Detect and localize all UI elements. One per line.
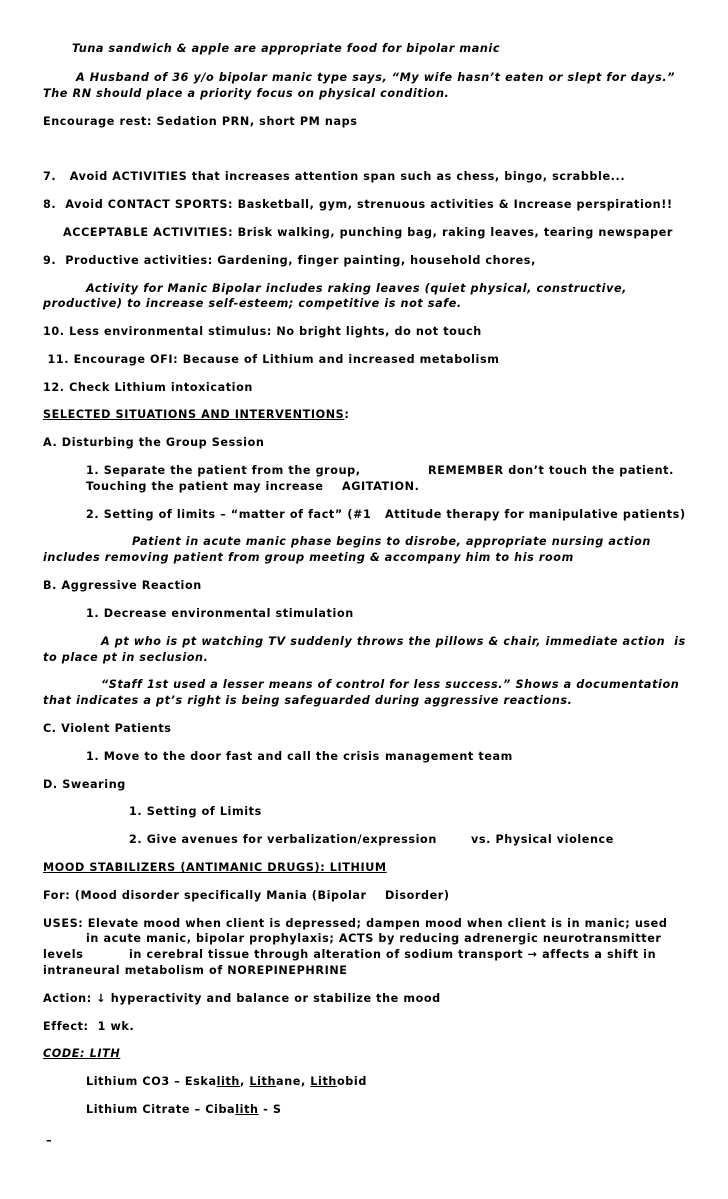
lithium-co3-sep-1: , — [240, 1075, 250, 1088]
lithium-for: For: (Mood disorder specifically Mania (Bipolar — [43, 889, 367, 902]
lithium-citrate-line — [86, 1103, 282, 1117]
section-heading-colon: : — [344, 408, 350, 421]
lithium-co3-underline-1: lith — [216, 1075, 240, 1088]
situation-c-management-team: management team — [385, 750, 513, 763]
lithium-citrate-text: Lithium Citrate – Ciba — [86, 1103, 236, 1116]
lithium-co3-underline-2: Lith — [249, 1075, 277, 1088]
note-husband-quote: A Husband of 36 y/o bipolar manic type says, “My wife hasn’t eaten or slept for days.” — [76, 71, 676, 84]
lithium-co3-tail: obid — [336, 1075, 367, 1088]
lithium-action: Action: ↓ hyperactivity and balance or stabilize the mood — [43, 992, 441, 1005]
lithium-uses-sodium: in cerebral tissue through alteration of sodium transport → affects a shift in — [129, 948, 657, 961]
note-disrobe-cont: includes removing patient from group meeting & accompany him to his room — [43, 551, 574, 564]
lithium-citrate-tail: - S — [258, 1103, 282, 1116]
item-12-check-lithium: 12. Check Lithium intoxication — [43, 381, 253, 394]
item-8-avoid-contact-sports: 8. Avoid CONTACT SPORTS: Basketball, gym, strenuous activities & Increase perspiration!! — [43, 198, 673, 211]
note-manic-activity-cont: productive) to increase self-esteem; competitive is not safe. — [43, 297, 462, 310]
situation-a-agitation: AGITATION. — [342, 480, 420, 493]
situation-b-heading: B. Aggressive Reaction — [43, 579, 202, 592]
lithium-uses-levels: levels — [43, 948, 84, 961]
note-staff-documentation-cont: that indicates a pt’s right is being safeguarded during aggressive reactions. — [43, 694, 573, 707]
mood-stabilizers-heading: MOOD STABILIZERS (ANTIMANIC DRUGS): LITHIUM — [43, 861, 387, 874]
acceptable-activities: ACCEPTABLE ACTIVITIES: Brisk walking, punching bag, raking leaves, tearing newspaper — [63, 226, 673, 239]
situation-c-item-1: 1. Move to the door fast and call the crisis — [86, 750, 380, 763]
situation-d-item-2: 2. Give avenues for verbalization/expression — [129, 833, 437, 846]
situation-d-physical-violence: vs. Physical violence — [471, 833, 614, 846]
lithium-co3-sep-2: ane, — [276, 1075, 311, 1088]
lithium-co3-text: Lithium CO3 – Eska — [86, 1075, 217, 1088]
item-10-less-stimulus: 10. Less environmental stimulus: No bright lights, do not touch — [43, 325, 482, 338]
note-disrobe: Patient in acute manic phase begins to disrobe, appropriate nursing action — [132, 535, 651, 548]
situation-b-item-1: 1. Decrease environmental stimulation — [86, 607, 354, 620]
situation-d-heading: D. Swearing — [43, 778, 126, 791]
situation-a-remember: REMEMBER don’t touch the patient. — [428, 464, 674, 477]
note-encourage-rest: Encourage rest: Sedation PRN, short PM naps — [43, 115, 358, 128]
note-rn-priority: The RN should place a priority focus on physical condition. — [43, 87, 450, 100]
item-11-encourage-ofi: 11. Encourage OFI: Because of Lithium and increased metabolism — [43, 353, 500, 366]
note-seclusion-cont: to place pt in seclusion. — [43, 651, 209, 664]
situation-d-item-1: 1. Setting of Limits — [129, 805, 262, 818]
situation-a-item-1: 1. Separate the patient from the group, — [86, 464, 361, 477]
code-lith-heading: CODE: LITH — [43, 1047, 121, 1060]
note-seclusion: A pt who is pt watching TV suddenly throws the pillows & chair, immediate action is — [101, 635, 686, 648]
situation-c-heading: C. Violent Patients — [43, 722, 172, 735]
item-7-avoid-activities: 7. Avoid ACTIVITIES that increases attention span such as chess, bingo, scrabble... — [43, 170, 626, 183]
note-manic-activity: Activity for Manic Bipolar includes raking leaves (quiet physical, constructive, — [86, 282, 627, 295]
situation-a-item-2: 2. Setting of limits – “matter of fact” (#1 — [86, 508, 372, 521]
lithium-uses-norepinephrine: intraneural metabolism of NOREPINEPHRINE — [43, 964, 348, 977]
trailing-dash: – — [46, 1134, 53, 1147]
lithium-effect: Effect: 1 wk. — [43, 1020, 135, 1033]
lithium-co3-line — [86, 1075, 367, 1089]
situation-a-attitude-therapy: Attitude therapy for manipulative patients) — [385, 508, 686, 521]
lithium-for-disorder: Disorder) — [385, 889, 450, 902]
lithium-co3-underline-3: Lith — [310, 1075, 337, 1088]
note-staff-documentation: “Staff 1st used a lesser means of control for less success.” Shows a documentation — [101, 678, 680, 691]
section-heading-situations — [43, 408, 349, 422]
lithium-uses: USES: Elevate mood when client is depressed; dampen mood when client is in manic; used — [43, 917, 668, 930]
note-tuna-sandwich: Tuna sandwich & apple are appropriate food for bipolar manic — [72, 42, 501, 55]
section-heading-text: SELECTED SITUATIONS AND INTERVENTIONS — [43, 408, 345, 421]
situation-a-heading: A. Disturbing the Group Session — [43, 436, 265, 449]
item-9-productive-activities: 9. Productive activities: Gardening, finger painting, household chores, — [43, 254, 536, 267]
lithium-uses-cont: in acute manic, bipolar prophylaxis; ACTS by reducing adrenergic neurotransmitter — [86, 932, 662, 945]
lithium-citrate-underline: lith — [235, 1103, 259, 1116]
situation-a-touching: Touching the patient may increase — [86, 480, 324, 493]
